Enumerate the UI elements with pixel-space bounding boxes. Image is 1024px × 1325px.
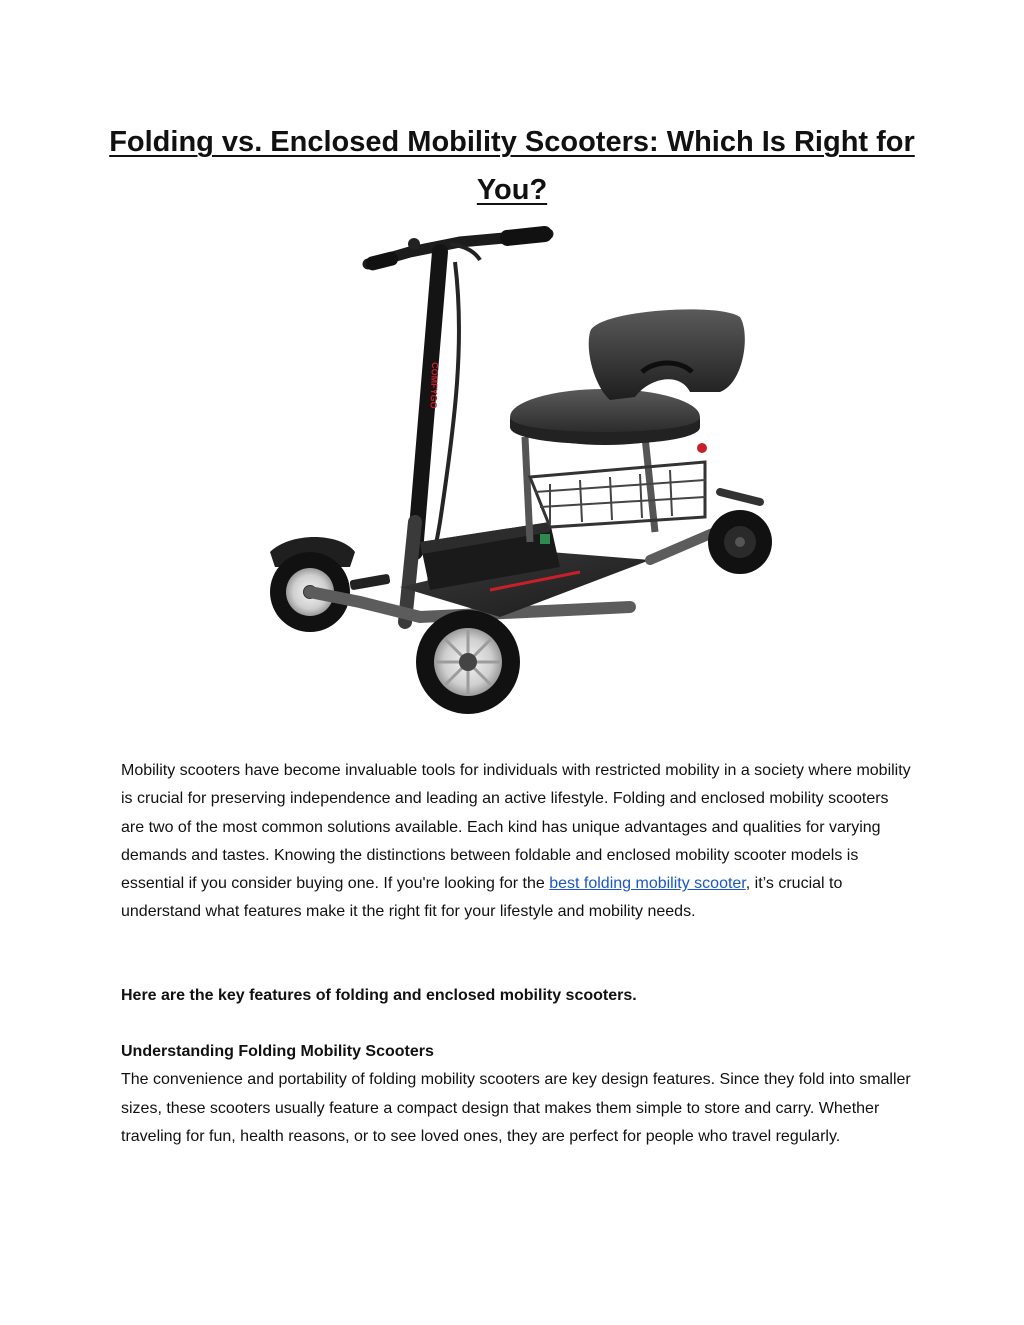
section-body: The convenience and portability of folding mobility scooters are key design features. Since they fold into smaller sizes, these scooters usually feature a compact design that makes them simple to store and carry. Whether traveling for fun, health reasons, or to see loved ones, they are perfect for people who travel regularly. xyxy=(121,1071,911,1145)
intro-text-after: , it’s crucial to understand what features make it the right fit for your lifestyle and mobility needs. xyxy=(121,875,843,921)
mobility-scooter-image xyxy=(250,222,780,717)
page-title: Folding vs. Enclosed Mobility Scooters: Which Is Right for You? xyxy=(109,126,915,206)
key-features-heading: Here are the key features of folding and enclosed mobility scooters. xyxy=(121,987,637,1004)
intro-paragraph xyxy=(121,757,911,927)
intro-text-before: Mobility scooters have become invaluable tools for individuals with restricted mobility in a society where mobility is crucial for preserving independence and leading an active lifestyle. Folding and enclosed mobility scooters are two of the most common solutions available. Each kind has unique advantages and qualities for varying demands and tastes. Knowing the distinctions between foldable and enclosed mobility scooter models is essential if you consider buying one. If you're looking for the xyxy=(121,762,911,893)
best-folding-scooter-link[interactable]: best folding mobility scooter xyxy=(549,875,746,893)
brand-label: COMFYGO xyxy=(428,361,440,409)
section-heading: Understanding Folding Mobility Scooters xyxy=(121,1043,434,1060)
section-folding-scooters xyxy=(121,1038,911,1151)
